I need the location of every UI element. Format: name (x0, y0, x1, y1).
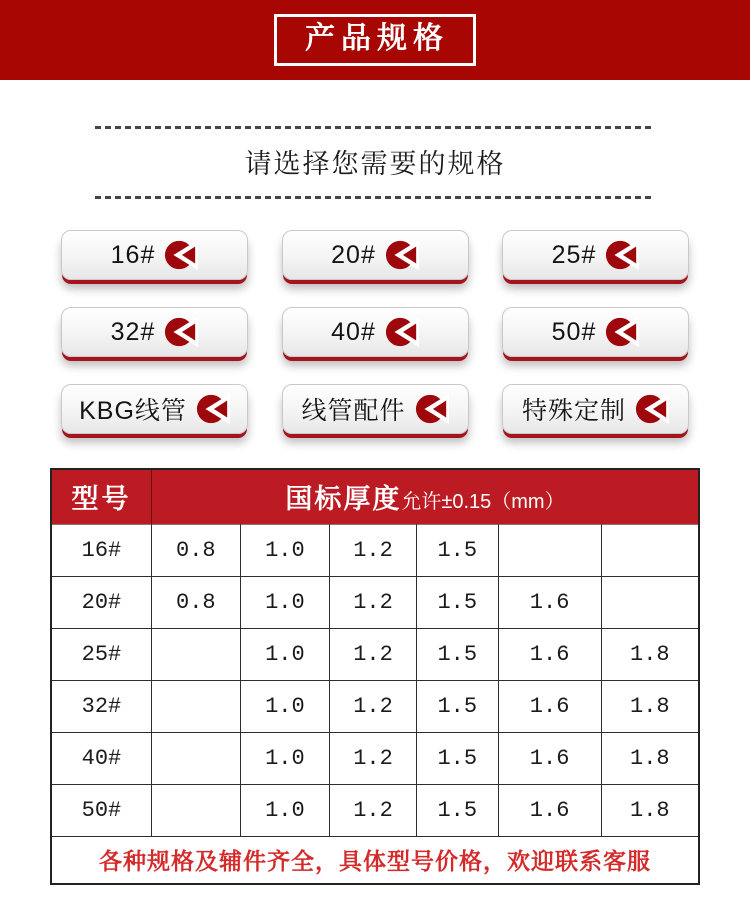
page-title: 产品规格 (274, 14, 476, 66)
thickness-cell: 1.6 (498, 784, 601, 836)
thickness-cell (151, 784, 240, 836)
table-row (51, 524, 699, 576)
spec-button-8[interactable] (502, 384, 689, 434)
pie-arrow-icon (605, 238, 639, 272)
thickness-cell: 1.8 (601, 732, 699, 784)
thickness-cell (601, 576, 699, 628)
table-header-row (51, 469, 699, 524)
thickness-cell: 1.2 (330, 628, 417, 680)
thickness-title: 国标厚度 (285, 484, 402, 515)
thickness-cell: 1.0 (240, 628, 329, 680)
thickness-cell: 1.2 (330, 680, 417, 732)
thickness-cell: 1.8 (601, 680, 699, 732)
thickness-cell: 1.5 (416, 680, 498, 732)
thickness-cell: 1.6 (498, 576, 601, 628)
choose-heading: 请选择您需要的规格 (244, 149, 506, 179)
thickness-cell: 1.2 (330, 524, 417, 576)
table-row (51, 732, 699, 784)
pie-arrow-icon (164, 238, 198, 272)
model-column-header: 型号 (51, 469, 151, 524)
spec-button-label: 20# (331, 240, 376, 269)
thickness-cell (601, 524, 699, 576)
thickness-cell: 1.0 (240, 784, 329, 836)
thickness-cell: 1.0 (240, 576, 329, 628)
thickness-cell: 1.2 (330, 784, 417, 836)
pie-arrow-icon (605, 315, 639, 349)
model-cell: 32# (51, 680, 151, 732)
dashed-divider-bottom (95, 196, 655, 199)
spec-button-label: 25# (551, 240, 597, 269)
spec-button-label: 32# (110, 317, 156, 346)
thickness-cell (151, 628, 240, 680)
contact-service-note: 各种规格及辅件齐全，具体型号价格，欢迎联系客服 (51, 836, 699, 884)
thickness-cell: 1.5 (416, 576, 498, 628)
table-row (51, 576, 699, 628)
table-row (51, 784, 699, 836)
spec-button-5[interactable] (502, 307, 689, 357)
spec-button-label: 线管配件 (301, 397, 406, 425)
model-cell: 20# (51, 576, 151, 628)
spec-table-body (51, 524, 699, 836)
spec-button-7[interactable] (282, 384, 469, 434)
spec-button-2[interactable] (502, 230, 689, 280)
spec-table (50, 468, 700, 885)
spec-button-3[interactable] (61, 307, 248, 357)
table-footer-row (51, 836, 699, 884)
spec-button-4[interactable] (282, 307, 469, 357)
thickness-cell: 0.8 (151, 524, 240, 576)
thickness-cell (151, 732, 240, 784)
thickness-cell: 1.6 (498, 732, 601, 784)
model-cell: 16# (51, 524, 151, 576)
pie-arrow-icon (196, 392, 230, 426)
thickness-cell: 1.0 (240, 732, 329, 784)
thickness-cell: 1.2 (330, 732, 417, 784)
pie-arrow-icon (635, 392, 669, 426)
thickness-cell: 1.5 (416, 732, 498, 784)
thickness-cell: 1.0 (240, 524, 329, 576)
thickness-cell: 1.5 (416, 524, 498, 576)
thickness-cell: 1.0 (240, 680, 329, 732)
pie-arrow-icon (385, 238, 419, 272)
thickness-cell: 1.6 (498, 628, 601, 680)
choose-section (95, 126, 655, 199)
page-banner (0, 0, 750, 80)
thickness-cell: 1.5 (416, 628, 498, 680)
spec-button-0[interactable] (61, 230, 248, 280)
pie-arrow-icon (164, 315, 198, 349)
pie-arrow-icon (415, 392, 449, 426)
spec-table-wrap (50, 468, 700, 885)
spec-buttons-grid (61, 230, 689, 434)
thickness-cell: 1.2 (330, 576, 417, 628)
pie-arrow-icon (385, 315, 419, 349)
thickness-cell: 1.5 (416, 784, 498, 836)
thickness-cell: 0.8 (151, 576, 240, 628)
thickness-cell: 1.6 (498, 680, 601, 732)
spec-button-label: KBG线管 (79, 397, 187, 425)
thickness-column-header (151, 469, 699, 524)
spec-button-6[interactable] (61, 384, 248, 434)
table-row (51, 680, 699, 732)
model-cell: 40# (51, 732, 151, 784)
spec-button-label: 40# (331, 317, 376, 346)
model-cell: 50# (51, 784, 151, 836)
spec-button-label: 50# (551, 317, 597, 346)
thickness-cell: 1.8 (601, 628, 699, 680)
table-row (51, 628, 699, 680)
thickness-cell (498, 524, 601, 576)
spec-button-label: 16# (110, 240, 156, 269)
spec-button-label: 特殊定制 (521, 397, 626, 425)
thickness-tolerance-note: 允许±0.15（mm） (401, 491, 565, 514)
thickness-cell (151, 680, 240, 732)
model-cell: 25# (51, 628, 151, 680)
spec-button-1[interactable] (282, 230, 469, 280)
thickness-cell: 1.8 (601, 784, 699, 836)
